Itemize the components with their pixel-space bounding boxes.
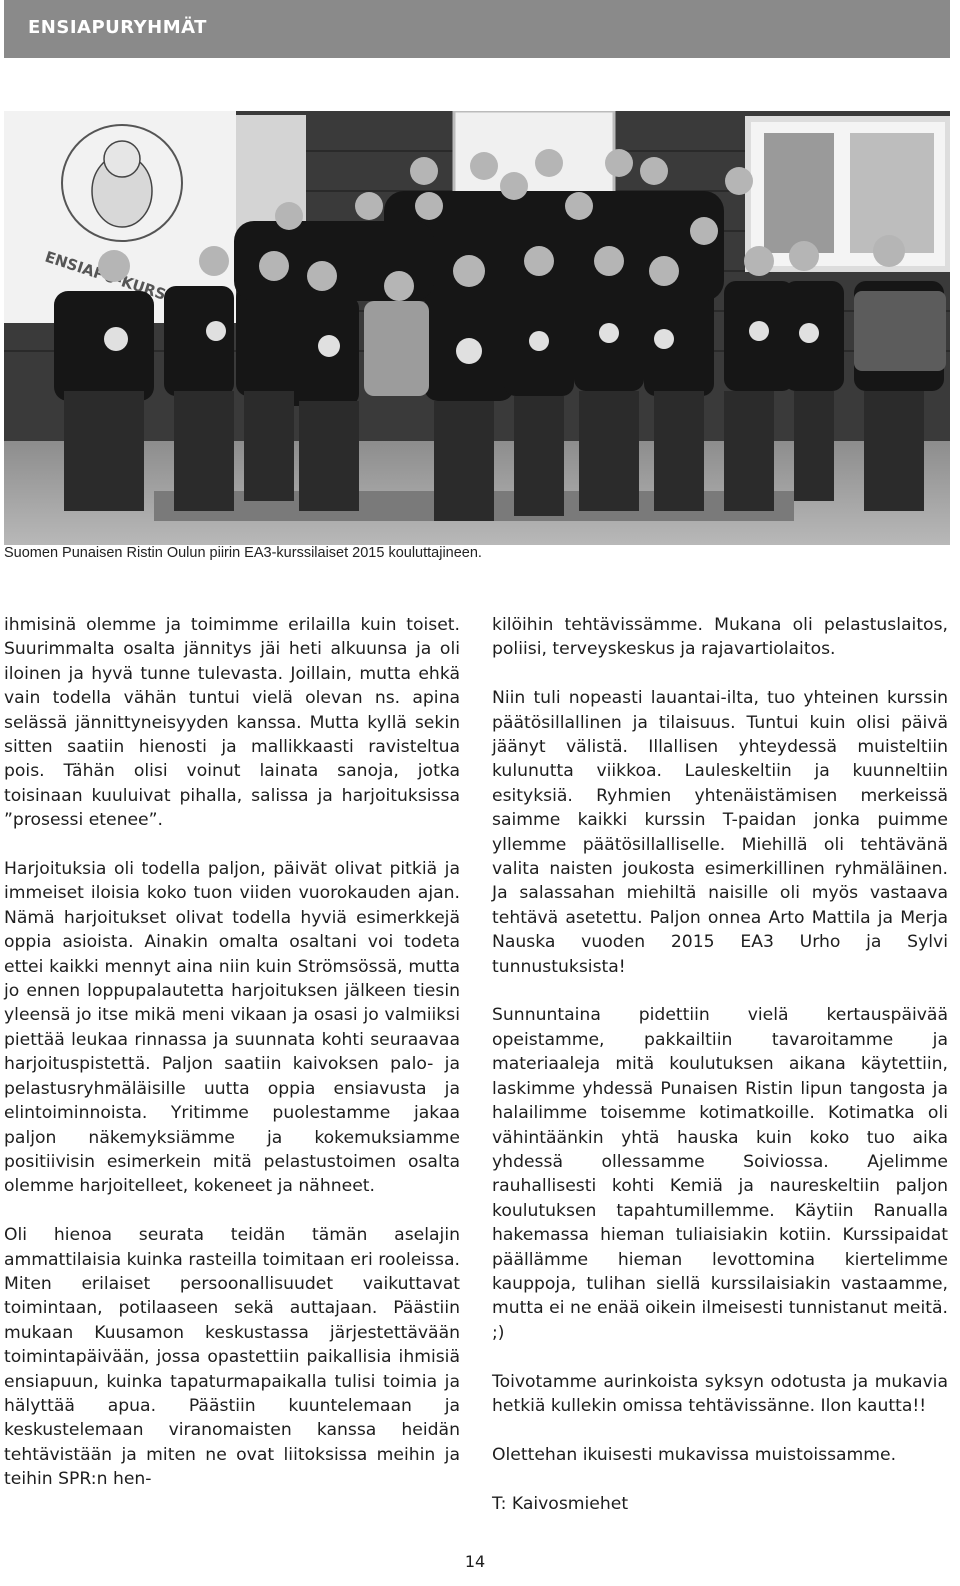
paragraph: ihmisinä olemme ja toimimme erilailla kuin toiset. Suurimmalta osalta jännitys jäi heti alkuunsa ja oli iloinen ja hyvä tunne tulevasta. Joillain, mutta ehkä vain todella vähän tuntui vielä olevan ns. apina selässä jännittyneisyyden kanssa. Mutta kyllä sekin sitten saatiin hienosti ja mallikkaasti ravisteltua pois. Tähän olisi voinut lainata sanoja, jotka toisinaan kuuluivat pihalla, salissa ja harjoituksissa ”prosessi etenee”. (4, 615, 460, 831)
photo-caption: Suomen Punaisen Ristin Oulun piirin EA3-kurssilaiset 2015 kouluttajineen. (4, 545, 482, 561)
page-number: 14 (464, 1552, 486, 1571)
group-photo (4, 111, 950, 545)
section-title: ENSIAPURYHMÄT (28, 17, 207, 38)
signature: T: Kaivosmiehet (492, 1493, 629, 1514)
paragraph: Oli hienoa seurata teidän tämän aselajin ammattilaisia kuinka rasteilla toimitaan eri rooleissa. Miten erilaiset persoonallisuudet vaikuttavat toimintaan, potilaaseen sekä auttajaan. Päästiin mukaan Kuusamon keskustassa järjestettävään toimintapäivään, jossa opastettiin paikallisia ihmisiä ensiapuun, kuinka tapaturmapaikalla tulisi toimia ja hälyttää apua. Päästiin kuuntelemaan ja keskustelemaan viranomaisten kanssa heidän tehtävistään ja miten ne ovat liitoksissa meihin ja teihin SPR:n hen- (4, 1225, 460, 1490)
paragraph: Toivotamme aurinkoista syksyn odotusta ja mukavia hetkiä kullekin omissa tehtävissänne. Ilon kautta!! (492, 1371, 948, 1416)
paragraph: Olettehan ikuisesti mukavissa muistoissamme. (492, 1444, 897, 1465)
paragraph: Sunnuntaina pidettiin vielä kertauspäivää opeistamme, pakkailtiin tavaroitamme ja materiaaleja mitä koulutuksen aikana käytettiin, laskimme yhdessä Punaisen Ristin lipun tangosta ja halailimme toisemme kotimatkoille. Kotimatka oli vähintäänkin yhtä hauska kuin koko tuo aika yhdessä ollessamme Soiviossa. Ajelimme rauhallisesti kohti Kemiä ja naureskeltiin paljon koulutuksen tapahtumillemme. Käytiin Ranualla hakemassa hieman tuliaisiakin kotiin. Kurssipaidat päällämme hieman levottomina kiertelimme kauppoja, tulihan siellä kurssilaisiakin vastaamme, mutta ei ne enää oikein ilmeisesti tunnistanut meitä. ;) (492, 1005, 948, 1343)
paragraph: Harjoituksia oli todella paljon, päivät olivat pitkiä ja immeiset iloisia koko tuon viiden vuorokauden ajan. Nämä harjoitukset olivat todella hyviä esimerkkejä oppia asioista. Ainakin omalta osaltani voi todeta ettei kaikki mennyt aina niin kuin Strömsössä, mutta jo ennen loppupalautetta harjoituksen jälkeen tiesin yleensä jo itse mikä meni vikaan ja osasi jo valmiiksi piettää leukaa rinnassa ja suunnata kohti seuraavaa harjoituspistettä. Paljon saatiin kaivoksen palo- ja pelastusryhmäläisille uutta oppia ensiavusta ja elintoiminnoista. Yritimme puolestamme jakaa paljon näkemyksiämme ja kokemuksiamme positiivisin esimerkein mitä pelastustoimen osalta olemme harjoitelleet, kokeneet ja nähneet. (4, 859, 460, 1197)
article-left-column (4, 613, 460, 1516)
paragraph: kilöihin tehtävissämme. Mukana oli pelastuslaitos, poliisi, terveyskeskus ja rajavartiolaitos. (492, 615, 948, 660)
paragraph: Niin tuli nopeasti lauantai-ilta, tuo yhteinen kurssin päätösillallinen ja tilaisuus. Tuntui kuin olisi päivä jäänyt välistä. Illallisen yhteydessä muisteltiin kulunutta viikkoa. Lauleskeltiin ja kuunneltiin esityksiä. Ryhmien yhtenäistämisen merkeissä saimme kaikki kurssin T-paidan jonka puimme yllemme päätösillalliselle. Miehillä oli tehtävänä valita naisten joukosta esimerkillinen ryhmäläinen. Ja salassahan miehiltä naisille oli myös vastaava tehtävä asetettu. Paljon onnea Arto Mattila ja Merja Nauska vuoden 2015 EA3 Urho ja Sylvi tunnustuksista! (492, 688, 948, 977)
article-right-column (492, 613, 948, 1540)
section-header-bar (4, 0, 950, 58)
